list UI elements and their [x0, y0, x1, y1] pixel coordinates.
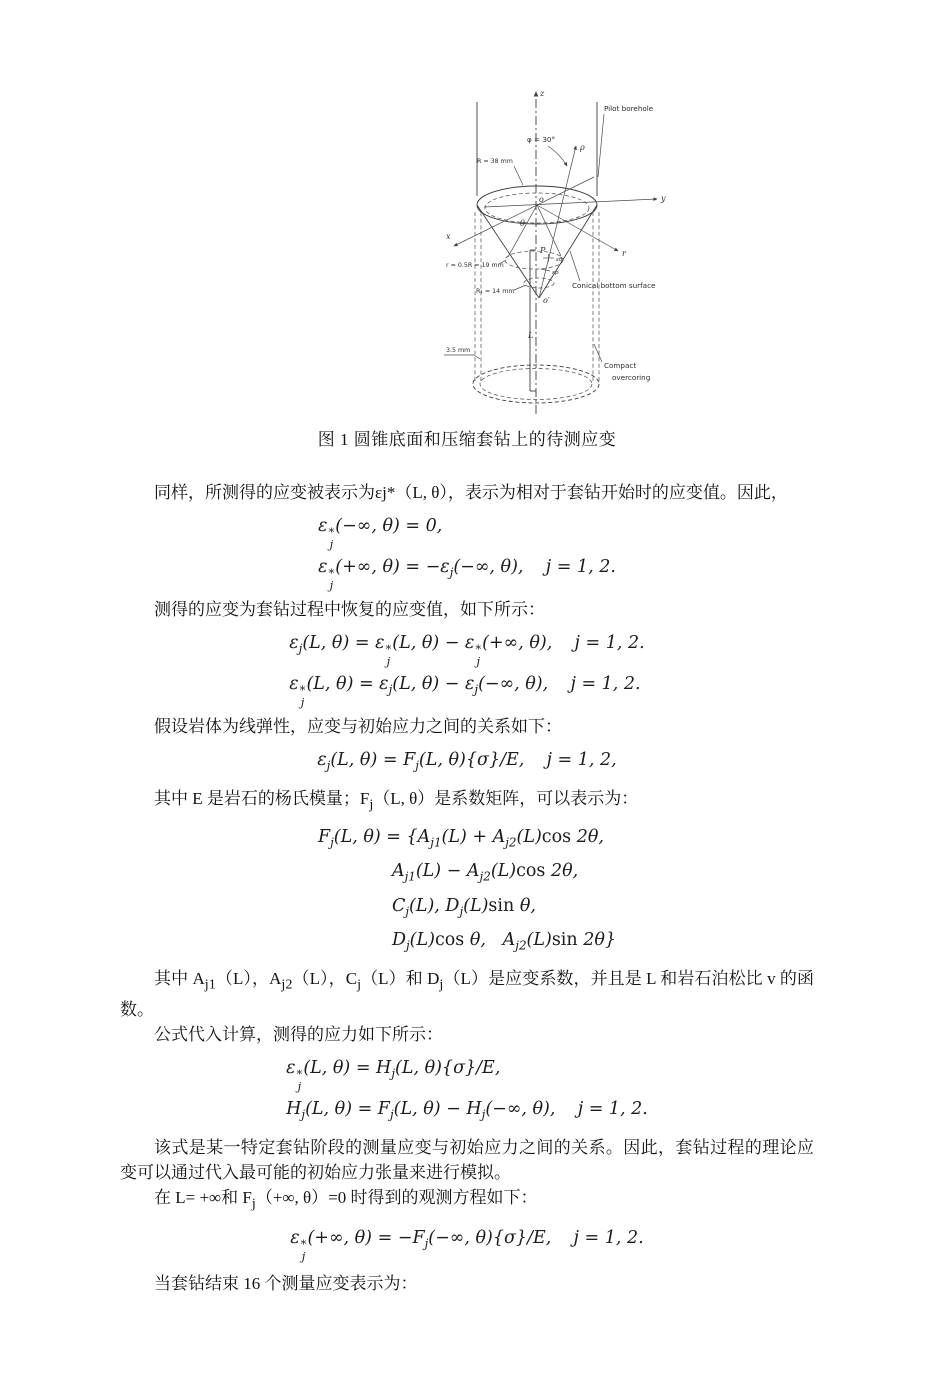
equation-line: $A_{j1}(L) - A_{j2}(L)\cos$ 2θ,	[391, 861, 579, 884]
page-content	[0, 84, 926, 1296]
figure-1	[444, 84, 746, 422]
equation-block-5	[120, 1052, 814, 1130]
paragraph: 假设岩体为线弹性，应变与初始应力之间的关系如下：	[154, 716, 562, 736]
equation-line: ε * j (−∞, θ) = 0,	[318, 516, 443, 552]
paragraph: 在 L= +∞和 $F_j(+\infty$, θ）=0 时得到的观测方程如下：	[154, 1188, 538, 1212]
apex-label: o′	[543, 296, 550, 305]
equation-line: $\varepsilon_j(L$, θ) = ε * j (L, θ) − ε * j (+∞, θ), j = 1, 2.	[289, 632, 645, 669]
phi-leader-line	[548, 146, 567, 166]
equation-block-2	[120, 627, 814, 709]
compact-overcoring-leader	[594, 344, 602, 362]
compact-overcoring-label2: overcoring	[612, 373, 651, 382]
equation-block-3	[120, 744, 814, 782]
equation-block-4	[120, 823, 814, 961]
y-axis-label: y	[661, 194, 666, 203]
phi-angle-label: φ = 30°	[527, 135, 556, 144]
equation-line: ε * j (+∞, $\theta) = -F_j(-\infty$, θ){σ}/E, j = 1, 2.	[290, 1227, 644, 1264]
theta-label: θ	[520, 219, 525, 228]
equation-line: $D_j(L)\cos$ θ, $A_{j2}(L)\sin$ 2θ}	[391, 930, 617, 953]
x-axis-label: x	[446, 232, 451, 241]
pilot-borehole-leader	[598, 114, 604, 177]
wall-thickness-label: 3.5 mm	[446, 347, 471, 354]
radius-R-leader	[514, 166, 523, 185]
paragraph: 其中 E 是岩石的杨氏模量；$F_j(L$, θ）是系数矩阵，可以表示为：	[154, 789, 639, 813]
equation-line: $\varepsilon_j(L$, $\theta) = F_j(L$, θ){σ}/E, j = 1, 2,	[317, 749, 617, 773]
z-axis-label: z	[540, 89, 545, 98]
paragraph: 其中 $A_{j1}(L)$，$A_{j2}(L)$，$C_j(L)$和 $D_j(L)$是应变系数，并且是 L 和岩石泊松比 v 的函数。	[120, 968, 815, 1020]
origin-o-label: o	[539, 195, 544, 204]
r-axis-line	[537, 205, 618, 251]
pilot-borehole-label: Pilot borehole	[604, 104, 654, 113]
rim-ellipse-inner	[485, 193, 589, 223]
eps-theta-label: εθ	[556, 257, 563, 263]
rho-axis-label: ρ	[580, 143, 585, 152]
radial-line	[508, 205, 537, 257]
radius-mid-label: r = 0.5R = 19 mm	[446, 262, 504, 269]
length-L-label: L	[528, 331, 534, 340]
radius-R-label: R = 38 mm	[477, 158, 513, 165]
equation-line: ε * j (L, $\theta) = \varepsilon_j(L$, $\theta) - \varepsilon_j(-\infty$, θ), j = 1, 2.	[289, 673, 641, 710]
paragraph: 公式代入计算，测得的应力如下所示：	[154, 1025, 443, 1045]
paragraph: 当套钻结束 16 个测量应变表示为：	[154, 1273, 418, 1293]
paragraph: 该式是某一特定套钻阶段的测量应变与初始应力之间的关系。因此，套钻过程的理论应变可以通过代入最可能的初始应力张量来进行模拟。	[120, 1138, 814, 1183]
y-axis-line	[484, 199, 657, 207]
equation-block-1	[120, 510, 814, 592]
compact-overcoring-label: Compact	[604, 361, 637, 370]
paragraph: 测得的应变为套钻过程中恢复的应变值，如下所示：	[154, 599, 545, 619]
point-P-label: P	[540, 246, 546, 255]
equation-line: $C_j(L)$, $D_j(L)\sin$ θ,	[391, 895, 536, 919]
equation-line: $F_j(L$, $\theta) = \{A_{j1}(L) + A_{j2}(L)\cos$ 2θ,	[317, 826, 604, 850]
document-page	[0, 84, 926, 1393]
paragraph: 同样，所测得的应变被表示为εj*（L, θ），表示为相对于套钻开始时的应变值。因此，	[154, 483, 788, 502]
x-axis-line	[454, 177, 594, 246]
equation-block-6	[120, 1222, 814, 1263]
equation-line: $H_j(L$, $\theta) = F_j(L$, $\theta) - H_j(-\infty$, θ), j = 1, 2.	[286, 1098, 648, 1122]
conical-surface-leader	[570, 251, 580, 281]
radius-R1-label: R₁ = 14 mm	[476, 288, 515, 295]
radius-R1-leader	[514, 285, 526, 290]
equation-line: ε * j (L, $\theta) = H_j(L$, θ){σ}/E,	[286, 1058, 501, 1094]
conical-surface-label: Conical bottom surface	[572, 281, 656, 290]
equation-line: ε * j (+∞, $\theta) = -\varepsilon_j(-\infty$, θ), j = 1, 2.	[318, 556, 616, 593]
r-axis-label: r	[622, 249, 626, 258]
eps-rho-label: ερ	[552, 270, 559, 276]
borehole-diagram	[444, 84, 746, 422]
figure-caption: 图 1 圆锥底面和压缩套钻上的待测应变	[317, 430, 617, 449]
